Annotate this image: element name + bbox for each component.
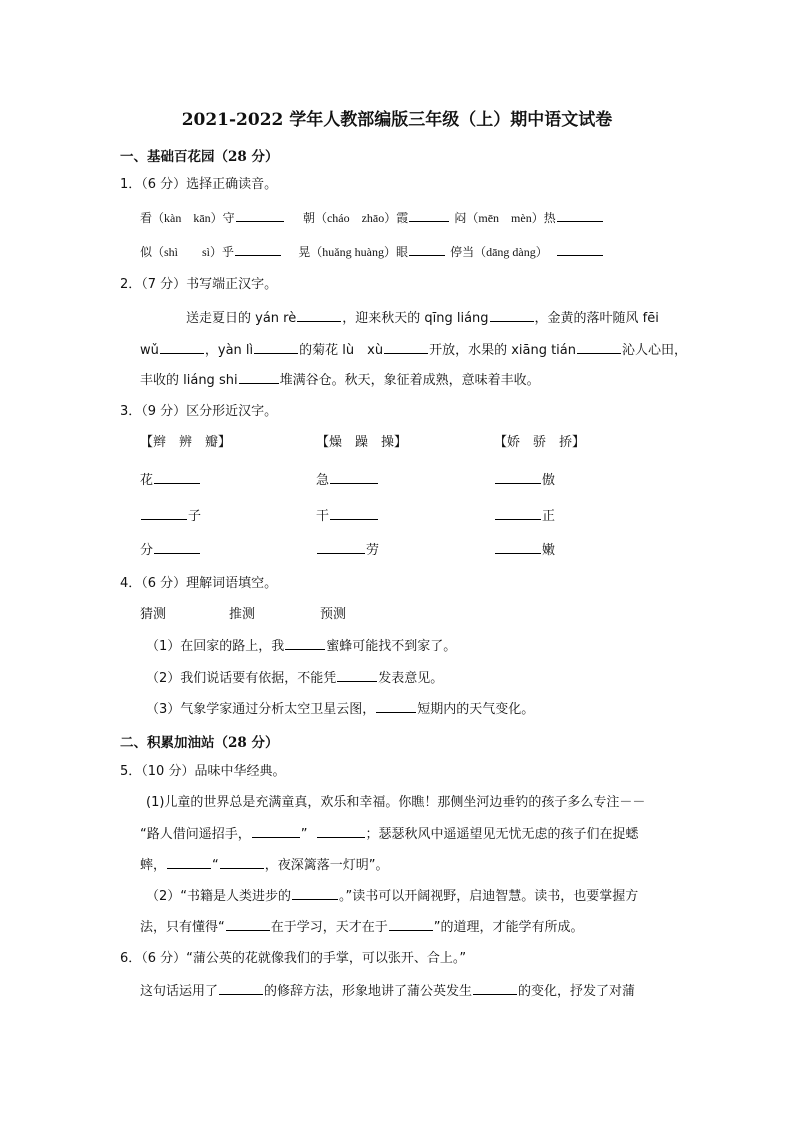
q2-text: ，迎来秋天的 qīng liáng	[342, 311, 489, 326]
q6-text: 的修辞方法，形象地讲了蒲公英发生	[264, 984, 473, 999]
answer-blank[interactable]	[490, 309, 534, 322]
q5-text: 蟀，	[140, 858, 167, 873]
q4-stem: 4．（6 分）理解词语填空。	[120, 576, 278, 591]
answer-blank[interactable]	[160, 341, 204, 354]
q5-text: ”	[300, 827, 308, 842]
q3-char: 子	[188, 509, 202, 524]
q2-line-1	[186, 309, 659, 328]
q4-word: 推测	[229, 607, 256, 622]
q1-item: 停当（dāng dàng）	[450, 245, 548, 259]
q2-line-3	[140, 371, 540, 390]
answer-blank[interactable]	[252, 825, 300, 838]
answer-blank[interactable]	[235, 243, 281, 256]
q3-char: 急	[316, 473, 330, 488]
q2-text: ，yàn lì	[204, 343, 254, 358]
answer-blank[interactable]	[254, 341, 298, 354]
q3-group-1: 【辫 辨 瓣】	[140, 435, 232, 450]
q6-text: 的变化，抒发了对蒲	[518, 984, 636, 999]
answer-blank[interactable]	[473, 982, 517, 995]
answer-blank[interactable]	[337, 669, 377, 682]
q4-text: 发表意见。	[378, 671, 444, 686]
q3-group-2: 【燥 躁 操】	[316, 435, 408, 450]
q3-char: 嫩	[542, 543, 556, 558]
answer-blank[interactable]	[154, 471, 200, 484]
section-2-heading: 二、积累加油站（28 分）	[120, 735, 279, 751]
q3-group-3: 【娇 骄 挢】	[494, 435, 586, 450]
q5-stem: 5．（10 分）品味中华经典。	[120, 764, 286, 779]
q5-text: “路人借问遥招手，	[140, 827, 251, 842]
answer-blank[interactable]	[577, 341, 621, 354]
q3-cell	[140, 507, 201, 526]
q6-line-1	[140, 982, 635, 1001]
q3-cell	[140, 541, 201, 560]
q5-line-1: (1)儿童的世界总是充满童真，欢乐和幸福。你瞧！那侧坐河边垂钓的孩子多么专注－－	[146, 795, 646, 810]
q1-row-2	[140, 243, 604, 262]
q2-text: 沁人心田，	[622, 343, 688, 358]
answer-blank[interactable]	[292, 887, 338, 900]
answer-blank[interactable]	[220, 856, 264, 869]
q3-char: 劳	[366, 543, 380, 558]
q3-cell	[316, 507, 379, 526]
q4-word: 猜测	[140, 607, 167, 622]
q4-text: 短期内的天气变化。	[417, 702, 535, 717]
q2-text: 送走夏日的 yán rè	[186, 311, 297, 326]
q1-item: 晃（huǎng huàng）眼	[298, 245, 408, 259]
q1-stem: 1．（6 分）选择正确读音。	[120, 177, 278, 192]
answer-blank[interactable]	[409, 243, 445, 256]
answer-blank[interactable]	[219, 982, 263, 995]
q3-cell	[494, 471, 555, 490]
q1-item: 朝（cháo zhāo）霞	[302, 211, 409, 225]
q1-item: 闷（mēn mèn）热	[454, 211, 556, 225]
q4-sentence-2	[146, 669, 443, 688]
q5-line-5	[140, 918, 584, 937]
q3-char: 分	[140, 543, 154, 558]
answer-blank[interactable]	[317, 825, 365, 838]
answer-blank[interactable]	[557, 243, 603, 256]
q1-row-1	[140, 209, 604, 228]
q2-text: 开放，水果的 xiāng tián	[429, 343, 577, 358]
answer-blank[interactable]	[317, 541, 365, 554]
q4-word: 预测	[320, 607, 347, 622]
q5-text: 法，只有懂得“	[140, 920, 225, 935]
answer-blank[interactable]	[330, 507, 378, 520]
q2-text: wǔ	[140, 343, 159, 358]
q5-text: ”的道理，才能学有所成。	[433, 920, 584, 935]
q2-text: 丰收的 liáng shi	[140, 373, 238, 388]
q4-text: （1）在回家的路上，我	[146, 639, 285, 654]
q3-char: 花	[140, 473, 154, 488]
q5-text: 在于学习，天才在于	[270, 920, 388, 935]
q6-text: 这句话运用了	[140, 984, 219, 999]
answer-blank[interactable]	[141, 507, 187, 520]
answer-blank[interactable]	[330, 471, 378, 484]
q3-char: 干	[316, 509, 330, 524]
q5-text: 。”读书可以开阔视野，启迪智慧。读书，也要掌握方	[339, 889, 639, 904]
q3-cell	[316, 471, 379, 490]
q2-text: ，金黄的落叶随风 fēi	[534, 311, 659, 326]
q3-char: 傲	[542, 473, 556, 488]
page-title: 2021-2022 学年人教部编版三年级（上）期中语文试卷	[181, 110, 613, 130]
answer-blank[interactable]	[239, 371, 279, 384]
q3-cell	[494, 541, 555, 560]
q3-cell	[494, 507, 555, 526]
answer-blank[interactable]	[495, 471, 541, 484]
answer-blank[interactable]	[167, 856, 211, 869]
answer-blank[interactable]	[495, 507, 541, 520]
q4-text: （2）我们说话要有依据，不能凭	[146, 671, 337, 686]
q2-text: 的菊花 lù xù	[299, 343, 384, 358]
answer-blank[interactable]	[557, 209, 603, 222]
q3-cell	[316, 541, 379, 560]
answer-blank[interactable]	[297, 309, 341, 322]
q5-text: ，夜深篱落一灯明”。	[264, 858, 389, 873]
q1-item: 看（kàn kān）守	[140, 211, 235, 225]
q5-text: （2）“书籍是人类进步的	[146, 889, 292, 904]
q4-sentence-1	[146, 637, 456, 656]
q4-sentence-3	[146, 700, 534, 719]
q2-line-2	[140, 341, 687, 360]
q2-text: 堆满谷仓。秋天，象征着成熟，意味着丰收。	[279, 373, 540, 388]
answer-blank[interactable]	[495, 541, 541, 554]
answer-blank[interactable]	[236, 209, 284, 222]
q2-stem: 2．（7 分）书写端正汉字。	[120, 277, 278, 292]
q3-stem: 3．（9 分）区分形近汉字。	[120, 404, 278, 419]
q5-line-3	[140, 856, 389, 875]
answer-blank[interactable]	[384, 341, 428, 354]
q5-text: “	[212, 858, 219, 873]
q6-stem: 6．（6 分）“蒲公英的花就像我们的手掌，可以张开、合上。”	[120, 951, 467, 966]
q5-line-4	[146, 887, 638, 906]
answer-blank[interactable]	[154, 541, 200, 554]
answer-blank[interactable]	[389, 918, 433, 931]
answer-blank[interactable]	[376, 700, 416, 713]
q3-char: 正	[542, 509, 556, 524]
q5-text: ；瑟瑟秋风中遥遥望见无忧无虑的孩子们在捉蟋	[365, 827, 639, 842]
q3-cell	[140, 471, 201, 490]
answer-blank[interactable]	[409, 209, 449, 222]
q5-line-2	[140, 825, 639, 844]
answer-blank[interactable]	[285, 637, 325, 650]
section-1-heading: 一、基础百花园（28 分）	[120, 149, 279, 165]
q4-text: （3）气象学家通过分析太空卫星云图，	[146, 702, 376, 717]
q1-item: 似（shì sì）乎	[140, 245, 235, 259]
q4-text: 蜜蜂可能找不到家了。	[326, 639, 457, 654]
answer-blank[interactable]	[226, 918, 270, 931]
